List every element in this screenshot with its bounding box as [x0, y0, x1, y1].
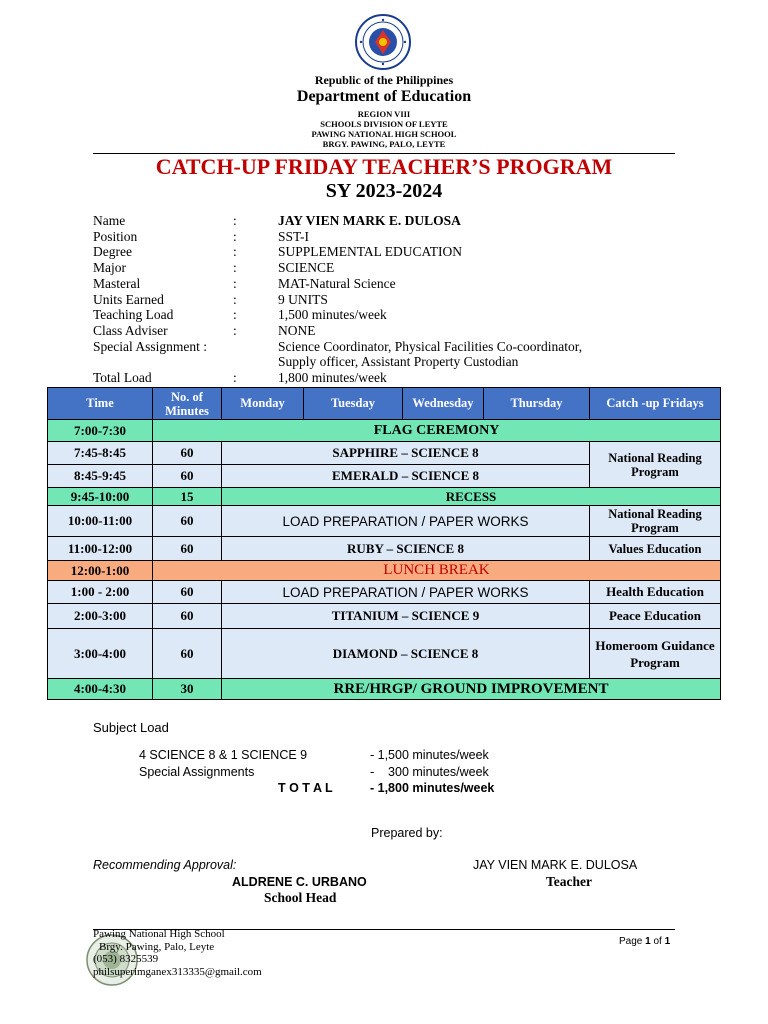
- address-label: BRGY. PAWING, PALO, LEYTE: [322, 139, 446, 149]
- time-cell: 9:45-10:00: [48, 488, 153, 506]
- info-row-name: [93, 213, 693, 229]
- page-current: 1: [645, 936, 651, 947]
- time-cell: 7:00-7:30: [48, 420, 153, 442]
- table-row: [48, 488, 721, 506]
- info-value: NONE: [278, 322, 316, 338]
- info-row-units: [93, 292, 693, 308]
- special-assignments-value: - 300 minutes/week: [370, 765, 489, 779]
- time-cell: 1:00 - 2:00: [48, 581, 153, 604]
- footer-phone: (053) 8325539: [93, 953, 159, 965]
- minutes-cell: 60: [153, 465, 222, 488]
- info-label: Position: [93, 228, 138, 244]
- info-label: Class Adviser: [93, 322, 168, 338]
- republic-label: Republic of the Philippines: [314, 73, 454, 87]
- table-header-row: [48, 388, 721, 420]
- info-row-teaching-load: [93, 307, 693, 323]
- total-value: - 1,800 minutes/week: [370, 781, 495, 795]
- info-label: Units Earned: [93, 291, 164, 307]
- table-row: [48, 629, 721, 679]
- page-label: Page: [619, 936, 643, 947]
- header-wednesday: Wednesday: [403, 388, 484, 420]
- info-value: 1,500 minutes/week: [278, 307, 387, 323]
- info-colon: :: [233, 307, 237, 323]
- info-label: Major: [93, 260, 126, 276]
- friday-cell: Homeroom Guidance Program: [590, 629, 721, 679]
- header-monday: Monday: [222, 388, 304, 420]
- info-value: 9 UNITS: [278, 291, 328, 307]
- info-colon: :: [233, 275, 237, 291]
- division-label: SCHOOLS DIVISION OF LEYTE: [320, 119, 448, 129]
- info-colon: :: [233, 291, 237, 307]
- activity-cell: TITANIUM – SCIENCE 9: [222, 604, 590, 629]
- info-value: Science Coordinator, Physical Facilities Co-coordinator,: [278, 338, 583, 354]
- activity-cell: RUBY – SCIENCE 8: [222, 537, 590, 561]
- subject-load-heading: Subject Load: [93, 720, 169, 735]
- info-colon: :: [233, 322, 237, 338]
- info-value: SUPPLEMENTAL EDUCATION: [278, 244, 463, 260]
- header-thursday: Thursday: [484, 388, 590, 420]
- teacher-info: [93, 213, 693, 386]
- page-total: 1: [664, 936, 671, 947]
- recommending-approval-label: Recommending Approval:: [93, 858, 237, 872]
- minutes-cell: 30: [153, 679, 222, 700]
- activity-cell: LOAD PREPARATION / PAPER WORKS: [222, 506, 590, 537]
- table-row: [48, 581, 721, 604]
- prepared-by-label: Prepared by:: [371, 826, 443, 840]
- header-friday: Catch -up Fridays: [590, 388, 721, 420]
- minutes-cell: 60: [153, 629, 222, 679]
- info-row-special-assignment-cont: [93, 354, 693, 370]
- minutes-cell: 60: [153, 537, 222, 561]
- info-row-special-assignment: [93, 339, 693, 355]
- footer-email: philsuperimganex313335@gmail.com: [93, 965, 262, 978]
- preparer-name: JAY VIEN MARK E. DULOSA: [473, 858, 638, 872]
- table-row: [48, 420, 721, 442]
- info-row-major: [93, 260, 693, 276]
- footer-school: Pawing National High School: [93, 928, 225, 940]
- info-row-adviser: [93, 323, 693, 339]
- info-label: Special Assignment :: [93, 338, 207, 354]
- minutes-cell: 60: [153, 442, 222, 465]
- school-head-title: School Head: [264, 890, 337, 905]
- table-row: [48, 561, 721, 581]
- info-label: Degree: [93, 244, 132, 260]
- activity-cell: RECESS: [222, 488, 721, 506]
- minutes-cell: 60: [153, 581, 222, 604]
- page-number: [619, 936, 670, 947]
- total-label: T O T A L: [278, 781, 333, 795]
- school-year: SY 2023-2024: [325, 180, 443, 202]
- header-minutes: No. of Minutes: [153, 388, 222, 420]
- minutes-cell: 15: [153, 488, 222, 506]
- activity-cell: LUNCH BREAK: [153, 561, 721, 581]
- info-value: 1,800 minutes/week: [278, 370, 387, 386]
- activity-cell: LOAD PREPARATION / PAPER WORKS: [222, 581, 590, 604]
- time-cell: 8:45-9:45: [48, 465, 153, 488]
- page-title: CATCH-UP FRIDAY TEACHER’S PROGRAM: [155, 154, 613, 179]
- activity-cell: EMERALD – SCIENCE 8: [222, 465, 590, 488]
- info-value: Supply officer, Assistant Property Custodian: [278, 354, 519, 370]
- special-assignments-label: Special Assignments: [139, 765, 255, 779]
- friday-cell: Health Education: [590, 581, 721, 604]
- time-cell: 7:45-8:45: [48, 442, 153, 465]
- header-time: Time: [48, 388, 153, 420]
- school-address-block: [0, 109, 768, 149]
- table-row: [48, 442, 721, 465]
- info-row-total-load: [93, 370, 693, 386]
- activity-cell: FLAG CEREMONY: [153, 420, 721, 442]
- table-row: [48, 506, 721, 537]
- schedule-table: [47, 387, 721, 700]
- preparer-title: Teacher: [546, 874, 592, 889]
- minutes-cell: 60: [153, 506, 222, 537]
- info-value: MAT-Natural Science: [278, 275, 396, 291]
- info-colon: :: [233, 370, 237, 386]
- header-tuesday: Tuesday: [304, 388, 403, 420]
- footer-contact: [93, 928, 262, 978]
- time-cell: 2:00-3:00: [48, 604, 153, 629]
- info-value: JAY VIEN MARK E. DULOSA: [278, 213, 461, 228]
- department-label: Department of Education: [296, 88, 472, 105]
- friday-cell: National Reading Program: [590, 442, 721, 488]
- time-cell: 3:00-4:00: [48, 629, 153, 679]
- friday-cell: National Reading Program: [590, 506, 721, 537]
- friday-cell: Peace Education: [590, 604, 721, 629]
- info-colon: :: [233, 228, 237, 244]
- time-cell: 12:00-1:00: [48, 561, 153, 581]
- activity-cell: DIAMOND – SCIENCE 8: [222, 629, 590, 679]
- footer-address: Brgy. Pawing, Palo, Leyte: [99, 940, 215, 953]
- activity-cell: SAPPHIRE – SCIENCE 8: [222, 442, 590, 465]
- info-label: Name: [93, 213, 126, 228]
- region-label: REGION VIII: [357, 109, 411, 119]
- minutes-cell: 60: [153, 604, 222, 629]
- time-cell: 10:00-11:00: [48, 506, 153, 537]
- friday-cell: Values Education: [590, 537, 721, 561]
- info-row-masteral: [93, 276, 693, 292]
- subject-load-value: - 1,500 minutes/week: [370, 748, 489, 762]
- info-row-degree: [93, 244, 693, 260]
- table-row: [48, 679, 721, 700]
- info-value: SCIENCE: [278, 260, 335, 276]
- subject-load-label: 4 SCIENCE 8 & 1 SCIENCE 9: [139, 748, 308, 762]
- info-label: Teaching Load: [93, 307, 174, 323]
- school-head-name: ALDRENE C. URBANO: [232, 875, 367, 889]
- info-colon: :: [233, 244, 237, 260]
- info-colon: :: [233, 260, 237, 276]
- school-label: PAWING NATIONAL HIGH SCHOOL: [311, 129, 457, 139]
- activity-cell: RRE/HRGP/ GROUND IMPROVEMENT: [222, 679, 721, 700]
- deped-seal-logo: [355, 14, 411, 70]
- page-of: of: [653, 936, 662, 947]
- info-label: Masteral: [93, 275, 141, 291]
- info-label: Total Load: [93, 370, 152, 386]
- info-row-position: [93, 229, 693, 245]
- info-value: SST-I: [278, 228, 310, 244]
- time-cell: 11:00-12:00: [48, 537, 153, 561]
- table-row: [48, 604, 721, 629]
- time-cell: 4:00-4:30: [48, 679, 153, 700]
- table-row: [48, 537, 721, 561]
- info-colon: :: [233, 213, 237, 228]
